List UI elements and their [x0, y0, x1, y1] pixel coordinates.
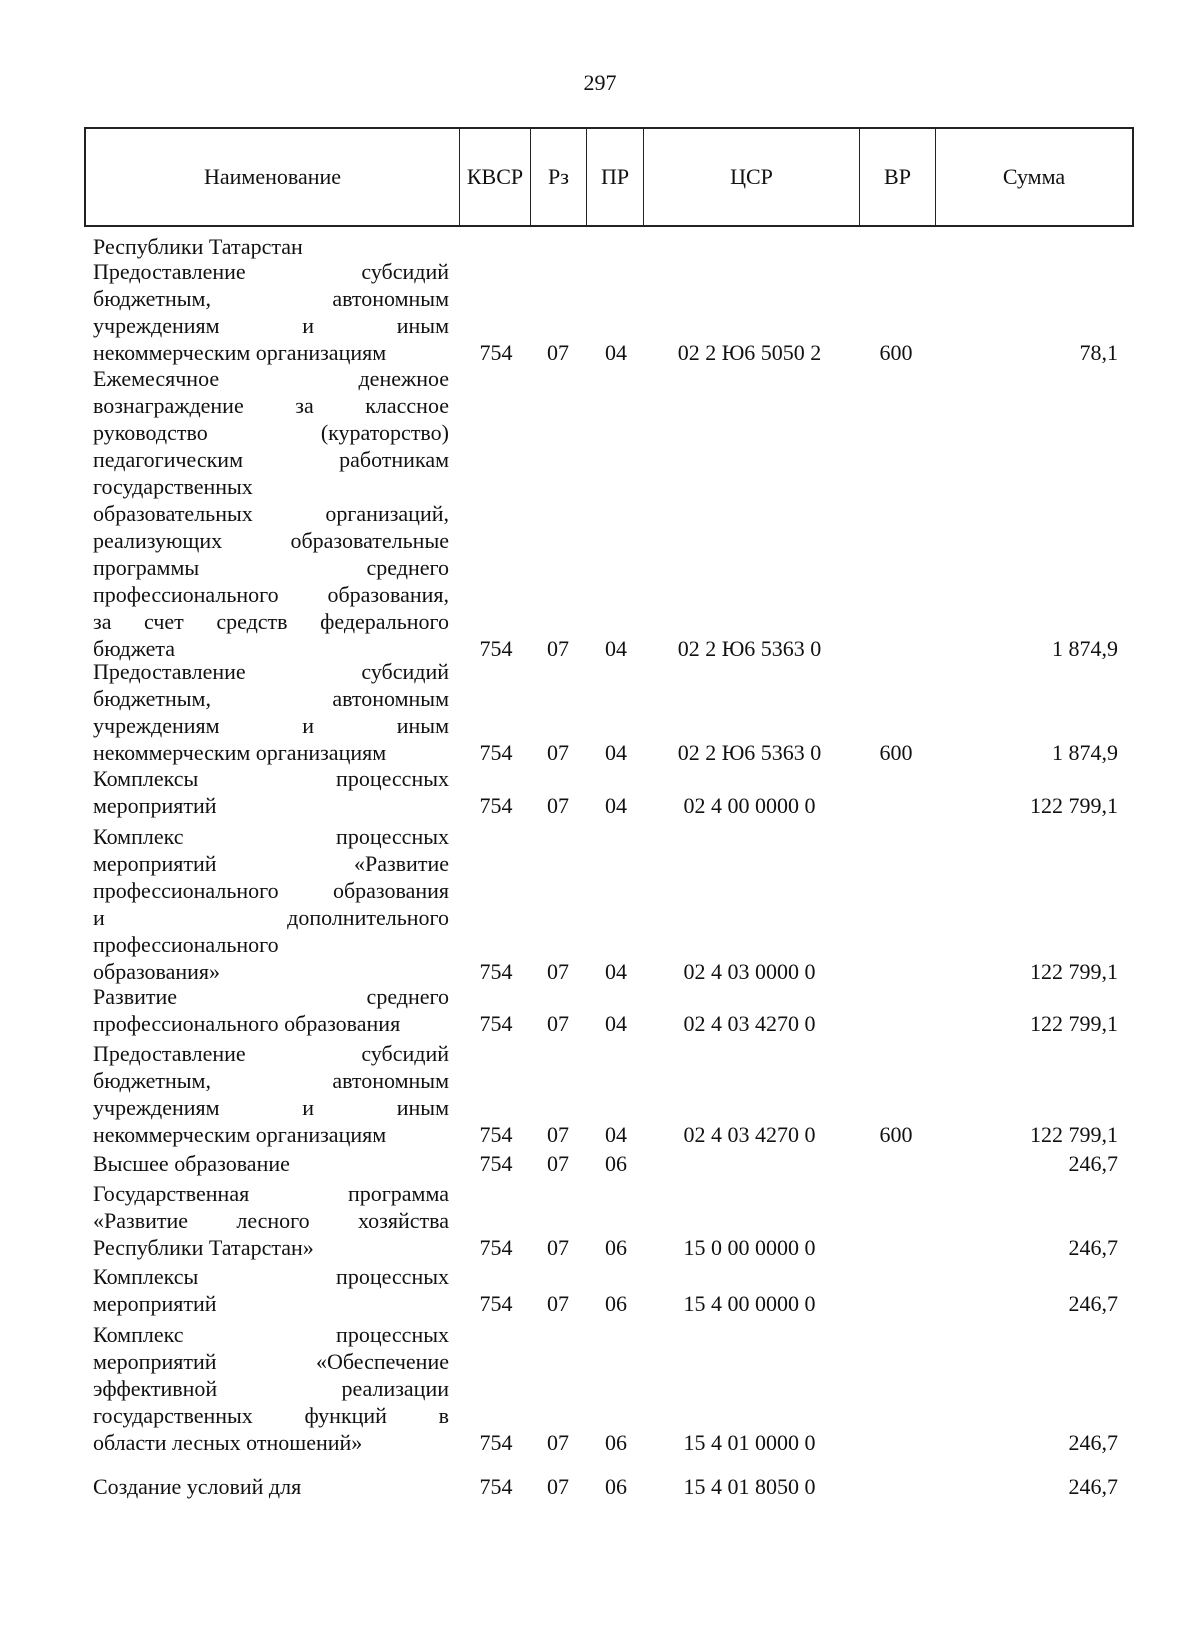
- cell-rz: 07: [547, 636, 569, 661]
- cell-csr: 02 2 Ю6 5363 0: [677, 636, 822, 661]
- row-name-line: Предоставление субсидий: [93, 659, 449, 684]
- cell-kvsr: 754: [479, 740, 513, 765]
- header-pr: ПР: [587, 129, 644, 225]
- cell-sum: 122 799,1: [1030, 793, 1118, 818]
- row-name-line: профессионального образования: [93, 878, 449, 903]
- cell-csr: 15 4 00 0000 0: [683, 1291, 816, 1316]
- row-name-line: профессионального образования: [93, 1011, 401, 1036]
- cell-kvsr: 754: [479, 793, 513, 818]
- cell-rz: 07: [547, 740, 569, 765]
- cell-kvsr: 754: [479, 959, 513, 984]
- cell-rz: 07: [547, 793, 569, 818]
- cell-kvsr: 754: [479, 1235, 513, 1260]
- cell-rz: 07: [547, 340, 569, 365]
- row-name: [93, 233, 449, 260]
- cell-pr: 06: [605, 1430, 627, 1455]
- row-name: [93, 258, 449, 366]
- cell-pr: 04: [605, 740, 627, 765]
- cell-kvsr: 754: [479, 1011, 513, 1036]
- row-name-line: мероприятий: [93, 793, 217, 818]
- row-name-line: учреждениям и иным: [93, 713, 449, 738]
- header-name: Наименование: [86, 129, 460, 225]
- row-name-line: Государственная программа: [93, 1181, 449, 1206]
- cell-pr: 06: [605, 1291, 627, 1316]
- row-name-line: Развитие среднего: [93, 984, 449, 1009]
- cell-rz: 07: [547, 1235, 569, 1260]
- cell-csr: 02 4 03 4270 0: [683, 1122, 816, 1147]
- row-name: [93, 765, 449, 819]
- row-name-line: руководство (кураторство): [93, 420, 449, 445]
- header-vr: ВР: [860, 129, 936, 225]
- cell-rz: 07: [547, 959, 569, 984]
- cell-pr: 04: [605, 636, 627, 661]
- cell-rz: 07: [547, 1474, 569, 1499]
- row-name: [93, 823, 449, 985]
- row-name: [93, 1321, 449, 1456]
- row-name-line: программы среднего: [93, 555, 449, 580]
- cell-pr: 04: [605, 1122, 627, 1147]
- cell-rz: 07: [547, 1011, 569, 1036]
- cell-csr: 15 4 01 8050 0: [683, 1474, 816, 1499]
- row-name: [93, 1473, 449, 1500]
- row-name-line: вознаграждение за классное: [93, 393, 449, 418]
- row-name-line: некоммерческим организациям: [93, 1122, 387, 1147]
- row-name-line: эффективной реализации: [93, 1376, 449, 1401]
- row-name-line: профессионального образования,: [93, 582, 449, 607]
- row-name-line: Предоставление субсидий: [93, 1041, 449, 1066]
- cell-csr: 02 2 Ю6 5050 2: [677, 340, 822, 365]
- row-name-line: Создание условий для: [93, 1474, 302, 1499]
- cell-rz: 07: [547, 1291, 569, 1316]
- cell-csr: 15 4 01 0000 0: [683, 1430, 816, 1455]
- cell-kvsr: 754: [479, 636, 513, 661]
- cell-vr: 600: [879, 340, 913, 365]
- cell-sum: 246,7: [1068, 1474, 1118, 1499]
- row-name-line: мероприятий: [93, 1291, 217, 1316]
- row-name-line: некоммерческим организациям: [93, 740, 387, 765]
- row-name-line: Ежемесячное денежное: [93, 366, 449, 391]
- cell-vr: 600: [879, 1122, 913, 1147]
- cell-kvsr: 754: [479, 1474, 513, 1499]
- cell-rz: 07: [547, 1122, 569, 1147]
- row-name-line: «Развитие лесного хозяйства: [93, 1208, 449, 1233]
- cell-csr: 02 4 03 0000 0: [683, 959, 816, 984]
- cell-kvsr: 754: [479, 340, 513, 365]
- page-number: 297: [583, 70, 617, 95]
- row-name-line: бюджета: [93, 636, 176, 661]
- row-name: [93, 1150, 449, 1177]
- row-name-line: мероприятий «Обеспечение: [93, 1349, 449, 1374]
- row-name-line: Высшее образование: [93, 1151, 290, 1176]
- row-name-line: учреждениям и иным: [93, 1095, 449, 1120]
- cell-csr: 02 4 03 4270 0: [683, 1011, 816, 1036]
- cell-sum: 122 799,1: [1030, 959, 1118, 984]
- header-kvsr: КВСР: [460, 129, 531, 225]
- row-name-line: бюджетным, автономным: [93, 1068, 449, 1093]
- row-name: [93, 1180, 449, 1261]
- cell-kvsr: 754: [479, 1122, 513, 1147]
- cell-sum: 246,7: [1068, 1430, 1118, 1455]
- row-name-line: бюджетным, автономным: [93, 686, 449, 711]
- row-name-line: государственных функций в: [93, 1403, 449, 1428]
- row-name: [93, 365, 449, 662]
- row-name-line: бюджетным, автономным: [93, 286, 449, 311]
- row-name-line: и дополнительного: [93, 905, 449, 930]
- row-name-line: профессионального: [93, 932, 279, 957]
- row-name: [93, 658, 449, 766]
- cell-pr: 06: [605, 1151, 627, 1176]
- row-name-line: Комплекс процессных: [93, 1322, 449, 1347]
- cell-rz: 07: [547, 1430, 569, 1455]
- cell-pr: 06: [605, 1235, 627, 1260]
- row-name-line: реализующих образовательные: [93, 528, 449, 553]
- header-csr: ЦСР: [644, 129, 860, 225]
- cell-csr: 02 4 00 0000 0: [683, 793, 816, 818]
- table-header: [84, 127, 1134, 227]
- row-name-line: Республики Татарстан: [93, 234, 303, 259]
- row-name-line: образовательных организаций,: [93, 501, 449, 526]
- row-name: [93, 983, 449, 1037]
- row-name-line: Комплекс процессных: [93, 824, 449, 849]
- row-name-line: некоммерческим организациям: [93, 340, 387, 365]
- row-name-line: Республики Татарстан»: [93, 1235, 314, 1260]
- row-name: [93, 1040, 449, 1148]
- row-name-line: учреждениям и иным: [93, 313, 449, 338]
- row-name-line: Комплексы процессных: [93, 766, 449, 791]
- cell-rz: 07: [547, 1151, 569, 1176]
- cell-pr: 06: [605, 1474, 627, 1499]
- row-name-line: педагогическим работникам: [93, 447, 449, 472]
- row-name: [93, 1263, 449, 1317]
- cell-pr: 04: [605, 793, 627, 818]
- cell-sum: 246,7: [1068, 1291, 1118, 1316]
- cell-vr: 600: [879, 740, 913, 765]
- header-rz: Рз: [531, 129, 587, 225]
- row-name-line: государственных: [93, 474, 253, 499]
- cell-kvsr: 754: [479, 1430, 513, 1455]
- cell-csr: 15 0 00 0000 0: [683, 1235, 816, 1260]
- cell-sum: 246,7: [1068, 1151, 1118, 1176]
- cell-kvsr: 754: [479, 1291, 513, 1316]
- cell-sum: 122 799,1: [1030, 1011, 1118, 1036]
- cell-csr: 02 2 Ю6 5363 0: [677, 740, 822, 765]
- cell-sum: 1 874,9: [1052, 636, 1118, 661]
- cell-sum: 122 799,1: [1030, 1122, 1118, 1147]
- cell-pr: 04: [605, 1011, 627, 1036]
- cell-sum: 78,1: [1079, 340, 1118, 365]
- row-name-line: образования»: [93, 959, 221, 984]
- row-name-line: за счет средств федерального: [93, 609, 449, 634]
- cell-pr: 04: [605, 959, 627, 984]
- row-name-line: Комплексы процессных: [93, 1264, 449, 1289]
- row-name-line: мероприятий «Развитие: [93, 851, 449, 876]
- header-sum: Сумма: [1002, 164, 1066, 189]
- row-name-line: области лесных отношений»: [93, 1430, 363, 1455]
- cell-sum: 1 874,9: [1052, 740, 1118, 765]
- row-name-line: Предоставление субсидий: [93, 259, 449, 284]
- cell-pr: 04: [605, 340, 627, 365]
- cell-sum: 246,7: [1068, 1235, 1118, 1260]
- cell-kvsr: 754: [479, 1151, 513, 1176]
